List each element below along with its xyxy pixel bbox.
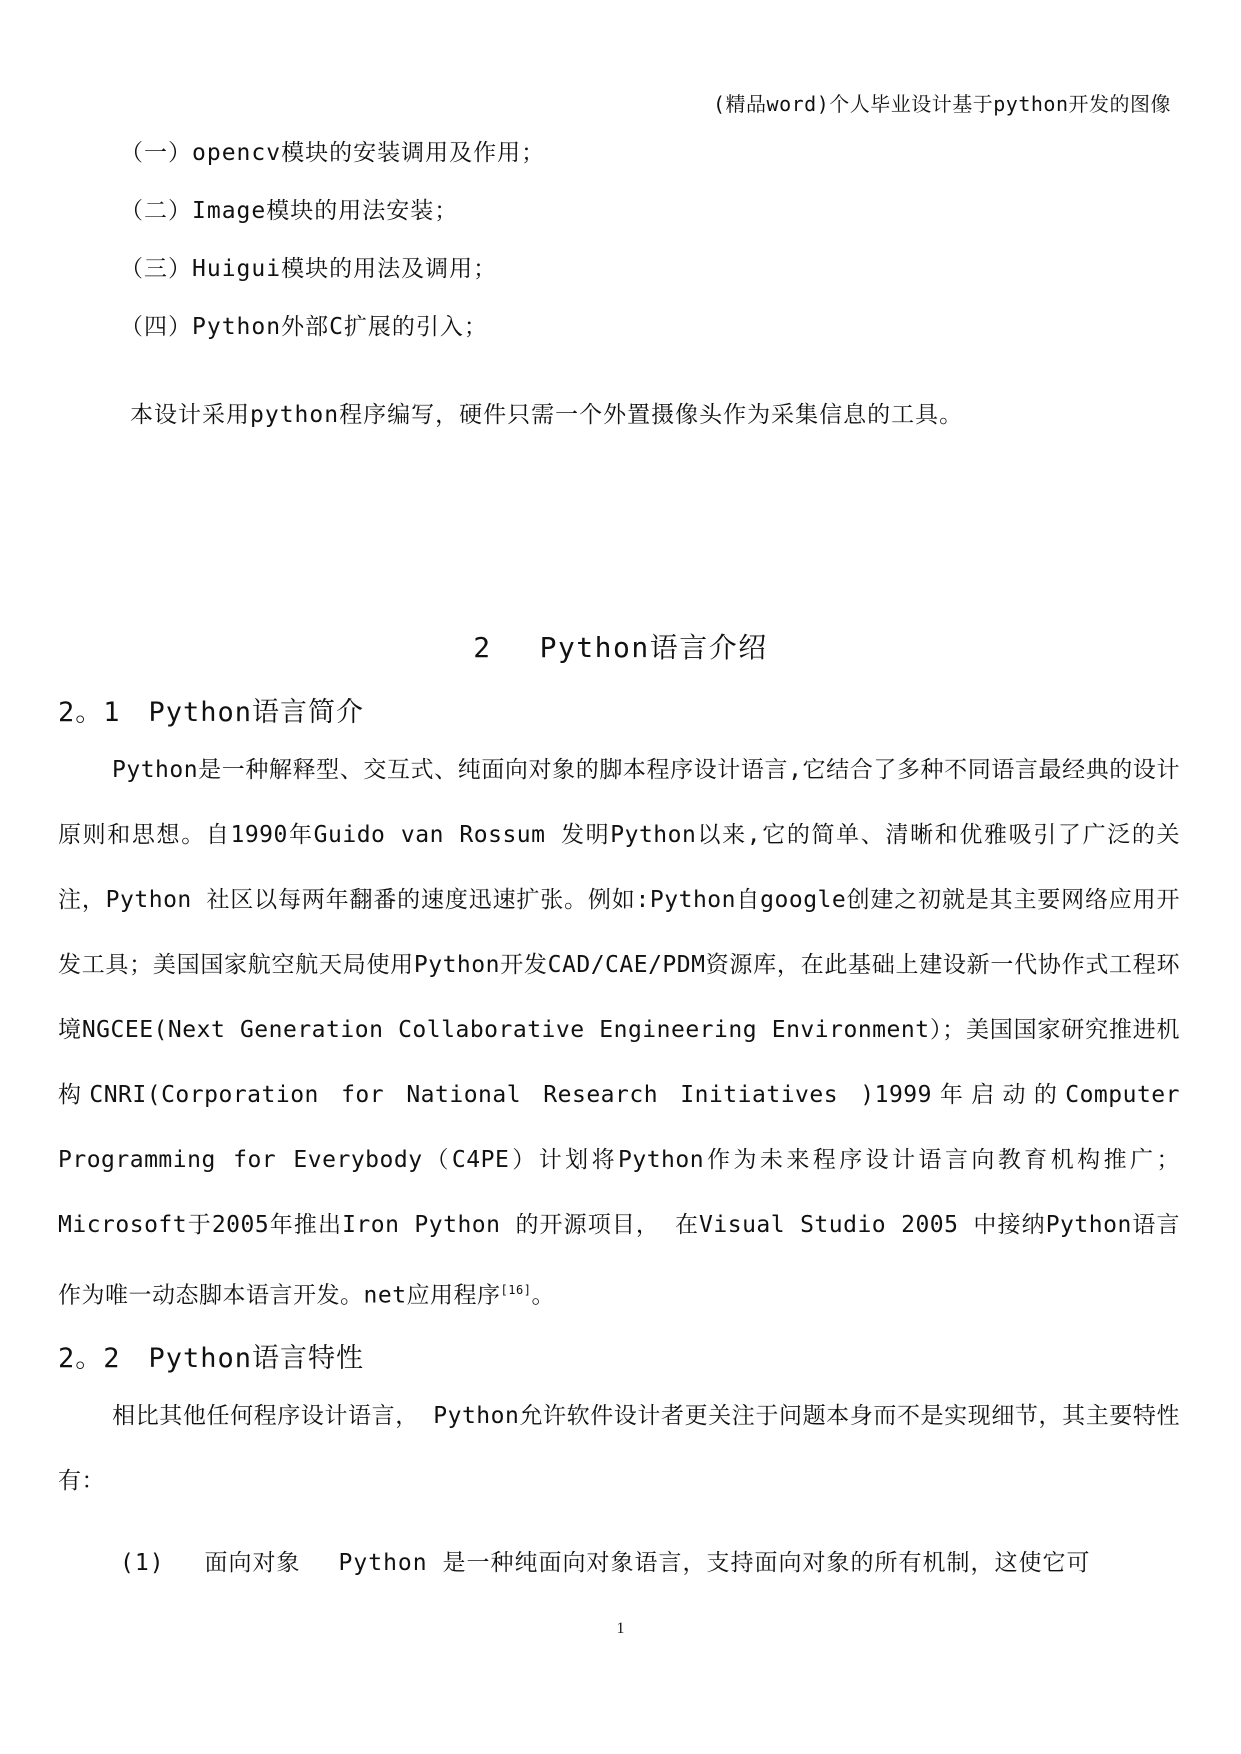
chapter-title: Python语言介绍 — [539, 631, 768, 664]
intro-list-item-3: （三）Huigui模块的用法及调用； — [120, 256, 498, 282]
intro-list-item-1: （一）opencv模块的安装调用及作用； — [120, 140, 546, 166]
section-title: Python语言特性 — [148, 1343, 365, 1374]
chapter-number: 2 — [473, 631, 492, 664]
section-number: 2。1 — [58, 697, 121, 728]
section-2-1-paragraph — [58, 738, 1180, 1329]
feature-name: 面向对象 — [204, 1550, 301, 1576]
section-heading-2-1 — [58, 690, 364, 729]
feature-text: Python 是一种纯面向对象语言，支持面向对象的所有机制，这使它可 — [338, 1550, 1091, 1576]
intro-list-item-4: （四）Python外部C扩展的引入； — [120, 314, 488, 340]
citation-marker: [16] — [500, 1283, 532, 1297]
intro-list-item-2: （二）Image模块的用法安装； — [120, 198, 459, 224]
feature-item-1 — [120, 1544, 1180, 1577]
section-title: Python语言简介 — [148, 697, 365, 728]
section-heading-2-2 — [58, 1336, 364, 1375]
paragraph-text: Python是一种解释型、交互式、纯面向对象的脚本程序设计语言,它结合了多种不同语言最经典的设计原则和思想。自1990年Guido van Rossum 发明Python以来,它的简单、清晰和优雅吸引了广泛的关注，Python 社区以每两年翻番的速度迅速扩张。例如:Python自google创建之初就是其主要网络应用开发工具；美国国家航空航天局使用Python开发CAD/CAE/PDM资源库，在此基础上建设新一代协作式工程环境NGCEE(Next Generation Collaborative Engineering Environment）；美国国家研究推进机构CNRI(Corporation for National Research Initiatives )1999年启动的Computer Programming for Everybody（C4PE）计划将Python作为未来程序设计语言向教育机构推广； Microsoft于2005年推出Iron Python 的开源项目， 在Visual Studio 2005 中接纳Python语言作为唯一动态脚本语言开发。net应用程序 — [58, 757, 1180, 1309]
chapter-heading — [0, 626, 1241, 666]
section-number: 2。2 — [58, 1343, 121, 1374]
paragraph-text: 相比其他任何程序设计语言， Python允许软件设计者更关注于问题本身而不是实现细节，其主要特性有： — [58, 1403, 1180, 1494]
feature-label: (1) — [120, 1550, 165, 1576]
section-2-2-paragraph — [58, 1384, 1180, 1514]
page-number: 1 — [616, 1620, 625, 1637]
running-header: (精品word)个人毕业设计基于python开发的图像 — [713, 92, 1171, 116]
paragraph-end: 。 — [531, 1282, 555, 1309]
intro-summary: 本设计采用python程序编写，硬件只需一个外置摄像头作为采集信息的工具。 — [130, 402, 964, 428]
